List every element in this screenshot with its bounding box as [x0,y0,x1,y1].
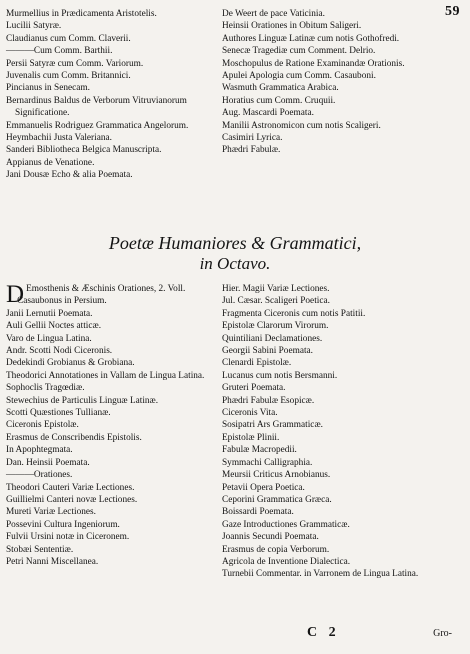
list-item: Gruteri Poemata. [222,383,286,394]
signature-mark: C 2 [307,625,340,640]
list-item: Authores Linguæ Latinæ cum notis Gothofredi. [222,33,400,44]
list-item: Persii Satyræ cum Comm. Variorum. [6,58,144,69]
list-item: Phædri Fabulæ Esopicæ. [222,395,315,406]
list-item: Murmellius in Prædicamenta Aristotelis. [6,9,157,19]
list-item: Casaubonus in Persium. [17,296,107,307]
list-item: Lucilii Satyræ. [6,21,62,32]
list-item: Stewechius de Particulis Linguæ Latinæ. [6,395,159,406]
list-item: Moschopulus de Ratione Examinandæ Orationis. [222,58,405,69]
list-item: Agricola de Inventione Dialectica. [222,556,351,567]
list-item: Erasmus de Conscribendis Epistolis. [6,432,142,443]
page-number: 59 [445,4,460,19]
list-item: Emmanuelis Rodriguez Grammatica Angelorum. [6,120,189,131]
list-item: Sanderi Bibliotheca Belgica Manuscripta. [6,145,162,156]
top-left-column [6,8,210,182]
bottom-left-column [6,283,216,568]
list-item: Fragmenta Ciceronis cum notis Patitii. [222,308,366,319]
list-item: Apulei Apologia cum Comm. Casauboni. [222,71,376,82]
list-item: Sosipatri Ars Grammaticæ. [222,420,323,431]
list-item: Epistolæ Clarorum Virorum. [222,321,329,332]
list-item: Jul. Cæsar. Scaligeri Poetica. [222,296,330,307]
list-item: Quintiliani Declamationes. [222,333,323,344]
list-item: Joannis Secundi Poemata. [222,532,319,543]
list-item: Ceporini Grammatica Græca. [222,494,332,505]
list-item: Meursii Criticus Arnobianus. [222,470,331,481]
list-item-text: Emosthenis & Æschinis Orationes, 2. Voll. [26,284,186,294]
list-item: Boissardi Poemata. [222,507,294,518]
list-item: Symmachi Calligraphia. [222,457,313,468]
section-subheading: in Octavo. [199,254,271,273]
list-item: ———Orationes. [6,470,73,481]
list-item: Stobæi Sententiæ. [6,544,74,555]
list-item: Ciceronis Vita. [222,408,278,419]
list-item: De Weert de pace Vaticinia. [222,9,325,19]
list-item: Manilii Astronomicon cum notis Scaligeri. [222,120,381,131]
list-item: Gaze Introductiones Grammaticæ. [222,519,350,530]
list-item: Scotti Quæstiones Tullianæ. [6,408,111,419]
list-item: Lucanus cum notis Bersmanni. [222,370,338,381]
list-item: Possevini Cultura Ingeniorum. [6,519,120,530]
list-item: Epistolæ Plinii. [222,432,280,443]
list-item: ———Cum Comm. Barthii. [6,46,113,57]
list-item: Hier. Magii Variæ Lectiones. [222,284,330,294]
list-item: Horatius cum Comm. Cruquii. [222,95,336,106]
list-item: Aug. Mascardi Poemata. [222,108,314,119]
list-item: Dan. Heinsii Poemata. [6,457,90,468]
list-item: Auli Gellii Noctes atticæ. [6,321,102,332]
catchword: Gro- [433,628,452,639]
list-item: Clenardi Epistolæ. [222,358,292,369]
list-item: Petri Nanni Miscellanea. [6,556,99,567]
list-item: Claudianus cum Comm. Claverii. [6,33,131,44]
list-item: Fabulæ Macropedii. [222,445,297,456]
list-item: Senecæ Tragediæ cum Comment. Delrio. [222,46,376,57]
list-item: Janii Lernutii Poemata. [6,308,93,319]
list-item: Erasmus de copia Verborum. [222,544,330,555]
list-item: Theodorici Annotationes in Vallam de Lingua Latina. [6,370,205,381]
list-item: Theodori Cauteri Variæ Lectiones. [6,482,135,493]
list-item: Bernardinus Baldus de Verborum Vitruvianorum Significatione. [6,95,187,119]
list-item: Ciceronis Epistolæ. [6,420,79,431]
list-item: Juvenalis cum Comm. Britannici. [6,71,131,82]
list-item: Andr. Scotti Nodi Ciceronis. [6,346,113,357]
drop-cap: D [6,281,25,308]
list-item: Heymbachii Justa Valeriana. [6,133,112,144]
list-item: Fulvii Ursini notæ in Ciceronem. [6,532,130,543]
list-item: Sophoclis Tragœdiæ. [6,383,85,394]
list-item: Petavii Opera Poetica. [222,482,305,493]
list-item: Appianus de Venatione. [6,157,95,168]
list-item: Heinsii Orationes in Obitum Saligeri. [222,21,362,32]
bottom-right-column [222,283,438,581]
list-item: Varo de Lingua Latina. [6,333,92,344]
list-item: Wasmuth Grammatica Arabica. [222,83,339,94]
list-item: In Apophtegmata. [6,445,73,456]
list-item: Guillielmi Canteri novæ Lectiones. [6,494,138,505]
list-item: Casimiri Lyrica. [222,133,283,144]
top-right-column [222,8,434,157]
list-item: Jani Dousæ Echo & alia Poemata. [6,170,133,181]
list-item: Georgii Sabini Poemata. [222,346,313,357]
list-item: Turnebii Commentar. in Varronem de Lingua Latina. [222,569,419,580]
list-item: Dedekindi Grobianus & Grobiana. [6,358,135,369]
section-heading: Poetæ Humaniores & Grammatici, [108,233,362,253]
list-item: Phædri Fabulæ. [222,145,281,156]
list-item: Pincianus in Senecam. [6,83,90,94]
list-item: Mureti Variæ Lectiones. [6,507,96,518]
